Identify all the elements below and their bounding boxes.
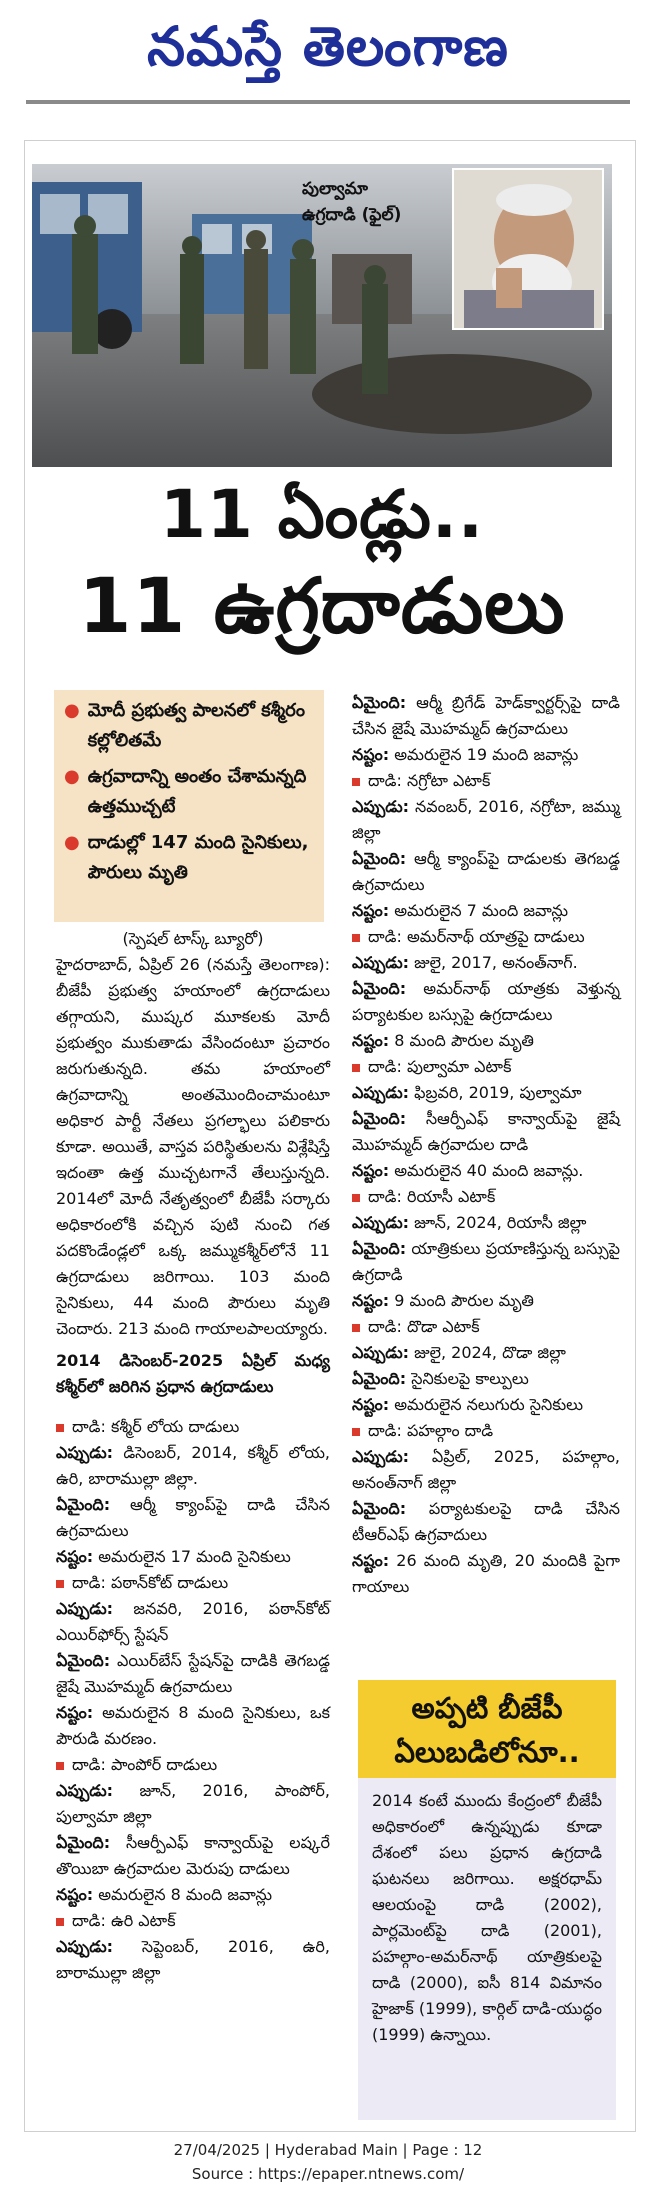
- bullet-icon: ●: [64, 832, 80, 853]
- square-bullet-icon: [352, 934, 360, 942]
- highlight-item: ● ఉగ్రవాదాన్ని అంతం చేశామన్నది ఉత్తముచ్చటే: [64, 762, 314, 822]
- photo-caption: పుల్వామా ఉగ్రదాడి (ఫైల్): [302, 179, 402, 225]
- lead-paragraph: హైదరాబాద్, ఏప్రిల్ 26 (నమస్తే తెలంగాణ): బీజేపీ ప్రభుత్వ హయాంలో ఉగ్రదాడులు తగ్గాయని, ముష్కర మూకలకు మోదీ ప్రభుత్వం ముకుతాడు వేసిందంటూ ప్రచారం జరుగుతున్నది. తమ హయాంలో ఉగ్రవాదాన్ని అంతమొందించామంటూ అధికార పార్టీ నేతలు ప్రగల్భాలు పలికారు కూడా. అయితే, వాస్తవ పరిస్థితులను విశ్లేషిస్తే ఇదంతా ఉత్త ముచ్చటగానే తేలుస్తున్నది. 2014లో మోదీ నేతృత్వంలో బీజేపీ సర్కారు అధికారంలోకి వచ్చిన పుటి నుంచి గత పదకొండేండ్లలో ఒక్క జమ్ముకశ్మీర్‌లోనే 11 ఉగ్రదాడులు జరిగాయి. 103 మంది సైనికులు, 44 మంది పౌరులు మృతి చెందారు. 213 మంది గాయాలపాలయ్యారు.: [56, 955, 330, 1338]
- attack-entry: దాడి: ఉరి ఎటాక్ ఎప్పుడు: సెప్టెంబర్, 2016, ఉరి, బారాముల్లా జిల్లా: [56, 1911, 330, 1982]
- list-subhead: 2014 డిసెంబర్-2025 ఏప్రిల్ మధ్య కశ్మీర్‌లో జరిగిన ప్రధాన ఉగ్రదాడులు: [56, 1351, 330, 1396]
- square-bullet-icon: [352, 1064, 360, 1072]
- page-footer: [0, 2138, 656, 2186]
- attack-entry: దాడి: రియాసీ ఎటాక్ ఎప్పుడు: జూన్, 2024, రియాసీ జిల్లా ఏమైంది: యాత్రికులు ప్రయాణిస్తున్న బస్సుపై ఉగ్రదాడి నష్టం: 9 మంది పౌరుల మృతి: [352, 1187, 620, 1310]
- attack-entry: దాడి: అమర్‌నాథ్ యాత్రపై దాడులు ఎప్పుడు: జులై, 2017, అనంత్‌నాగ్. ఏమైంది: అమర్‌నాథ్ యాత్రకు వెళ్తున్న పర్యాటకుల బస్సుపై ఉగ్రదాడులు నష్టం: 8 మంది పౌరుల మృతి: [352, 927, 621, 1050]
- byline: (స్పెషల్ టాస్క్ బ్యూరో): [122, 929, 264, 948]
- edition-info: 27/04/2025 | Hyderabad Main | Page : 12: [173, 2141, 483, 2159]
- attack-entry: దాడి: పఠాన్‌కోట్ దాడులు ఎప్పుడు: జనవరి, 2016, పఠాన్‌కోట్ ఎయిర్‌ఫోర్స్ స్టేషన్ ఏమైంది: ఎయిర్‌బేస్ స్టేషన్‌పై దాడికి తెగబడ్డ జైషే మొహమ్మద్ ఉగ్రవాదులు నష్టం: అమరులైన 8 మంది సైనికులు, ఒక పౌరుడి మరణం.: [56, 1573, 330, 1748]
- square-bullet-icon: [352, 1324, 360, 1332]
- sidebar-heading: అప్పటి బీజేపీ ఏలుబడిలోనూ..: [358, 1680, 616, 1778]
- square-bullet-icon: [352, 1428, 360, 1436]
- inset-portrait: [452, 168, 604, 330]
- square-bullet-icon: [352, 1194, 360, 1202]
- attack-entry: దాడి: దొడా ఎటాక్ ఎప్పుడు: జులై, 2024, దొడా జిల్లా ఏమైంది: సైనికులపై కాల్పులు నష్టం: అమరులైన నలుగురు సైనికులు: [352, 1317, 583, 1414]
- attack-entry: దాడి: పుల్వామా ఎటాక్ ఎప్పుడు: ఫిబ్రవరి, 2019, పుల్వామా ఏమైంది: సీఆర్పీఎఫ్ కాన్వాయ్‌పై జైషే మొహమ్మద్ ఉగ్రవాదుల దాడి నష్టం: అమరులైన 40 మంది జవాన్లు.: [352, 1057, 620, 1180]
- square-bullet-icon: [56, 1762, 64, 1770]
- newspaper-logo: నమస్తే తెలంగాణ: [147, 14, 509, 78]
- headline-line-2: 11 ఉగ్రదాడులు: [78, 561, 566, 650]
- attack-entry-continued: ఏమైంది: ఆర్మీ బ్రిగేడ్ హెడ్‌క్వార్టర్స్‌పై దాడి చేసిన జైషే మొహమ్మద్ ఉగ్రవాదులు నష్టం: అమరులైన 19 మంది జవాన్లు: [352, 693, 620, 764]
- square-bullet-icon: [56, 1918, 64, 1926]
- bullet-icon: ●: [64, 700, 80, 721]
- source-link[interactable]: Source : https://epaper.ntnews.com/: [191, 2165, 465, 2183]
- masthead: [0, 0, 656, 100]
- attack-entry: దాడి: నగ్రోటా ఎటాక్ ఎప్పుడు: నవంబర్, 2016, నగ్రోటా, జమ్ము జిల్లా ఏమైంది: ఆర్మీ క్యాంప్‌పై దాడులకు తెగబడ్డ ఉగ్రవాదులు నష్టం: అమరులైన 7 మంది జవాన్లు: [352, 771, 620, 920]
- square-bullet-icon: [352, 778, 360, 786]
- attack-entry: దాడి: పాంపోర్ దాడులు ఎప్పుడు: జూన్, 2016, పాంపోర్, పుల్వామా జిల్లా ఏమైంది: సీఆర్పీఎఫ్ కాన్వాయ్‌పై లష్కరే తొయిబా ఉగ్రవాదుల మెరుపు దాడులు నష్టం: అమరులైన 8 మంది జవాన్లు: [56, 1755, 330, 1904]
- column-left: [56, 926, 330, 1986]
- highlight-item: ● దాడుల్లో 147 మంది సైనికులు, పౌరులు మృతి: [64, 828, 314, 888]
- attack-entry: దాడి: కశ్మీర్ లోయ దాడులు ఎప్పుడు: డిసెంబర్, 2014, కశ్మీర్ లోయ, ఉరి, బారాముల్లా జిల్లా. ఏమైంది: ఆర్మీ క్యాంప్‌పై దాడి చేసిన ఉగ్రవాదులు నష్టం: అమరులైన 17 మంది సైనికులు: [56, 1417, 330, 1566]
- column-right: [352, 690, 620, 1600]
- masthead-rule: [26, 100, 630, 104]
- bullet-icon: ●: [64, 766, 80, 787]
- highlights-box: [54, 690, 324, 922]
- square-bullet-icon: [56, 1580, 64, 1588]
- news-photo: [32, 164, 612, 467]
- square-bullet-icon: [56, 1424, 64, 1432]
- attack-entry: దాడి: పహల్గాం దాడి ఎప్పుడు: ఏప్రిల్, 2025, పహల్గాం, అనంత్‌నాగ్ జిల్లా ఏమైంది: పర్యాటకులపై దాడి చేసిన టీఆర్‌ఎఫ్ ఉగ్రవాదులు నష్టం: 26 మంది మృతి, 20 మందికి పైగా గాయాలు: [352, 1421, 620, 1596]
- headline: [32, 472, 612, 654]
- highlight-item: ● మోదీ ప్రభుత్వ పాలనలో కశ్మీరం కల్లోలితమే: [64, 696, 314, 756]
- sidebar-text: 2014 కంటే ముందు కేంద్రంలో బీజేపీ అధికారంలో ఉన్నప్పుడు కూడా దేశంలో పలు ప్రధాన ఉగ్రదాడి ఘటనలు జరిగాయి. అక్షరధామ్ ఆలయంపై దాడి (2002), పార్లమెంట్‌పై దాడి (2001), పహల్గాం-అమర్‌నాథ్ యాత్రికులపై దాడి (2000), ఐసీ 814 విమానం హైజాక్ (1999), కార్గిల్ దాడి-యుద్ధం (1999) ఉన్నాయి.: [372, 1791, 602, 2044]
- sidebar-box: [358, 1680, 616, 2120]
- headline-line-1: 11 ఏండ్లు..: [159, 476, 485, 553]
